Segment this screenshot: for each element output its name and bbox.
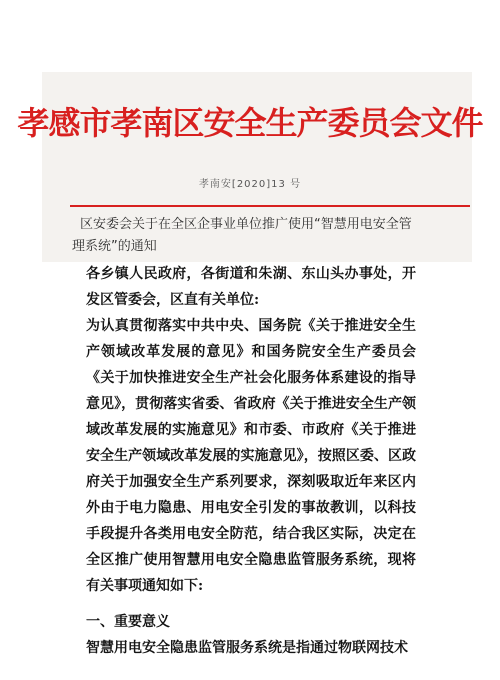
document-body (86, 261, 416, 661)
addressee-paragraph: 各乡镇人民政府，各街道和朱湖、东山头办事处，开发区管委会，区直有关单位: (86, 266, 416, 308)
section-paragraph: 智慧用电安全隐患监管服务系统是指通过物联网技术 (86, 640, 408, 656)
section-heading: 一、重要意义 (86, 614, 170, 630)
letterhead-title: 孝感市孝南区安全生产委员会文件 (17, 104, 483, 142)
red-divider-line (70, 205, 470, 207)
document-number: 孝南安[2020]13 号 (198, 179, 302, 190)
body-paragraph: 为认真贯彻落实中共中央、国务院《关于推进安全生产领域改革发展的意见》和国务院安全生产委员会《关于加快推进安全生产社会化服务体系建设的指导意见》，贯彻落实省委、省政府《关于推进安全生产领域改革发展的实施意见》和市委、市政府《关于推进安全生产领域改革发展的实施意见》，按照区委、区政府关于加强安全生产系列要求，深刻吸取近年来区内外由于电力隐患、用电安全引发的事故教训，以科技手段提升各类用电安全防范，结合我区实际，决定在全区推广使用智慧用电安全隐患监管服务系统，现将有关事项通知如下: (86, 318, 416, 594)
notice-title: 区安委会关于在全区企事业单位推广使用“智慧用电安全管理系统”的通知 (72, 217, 412, 254)
